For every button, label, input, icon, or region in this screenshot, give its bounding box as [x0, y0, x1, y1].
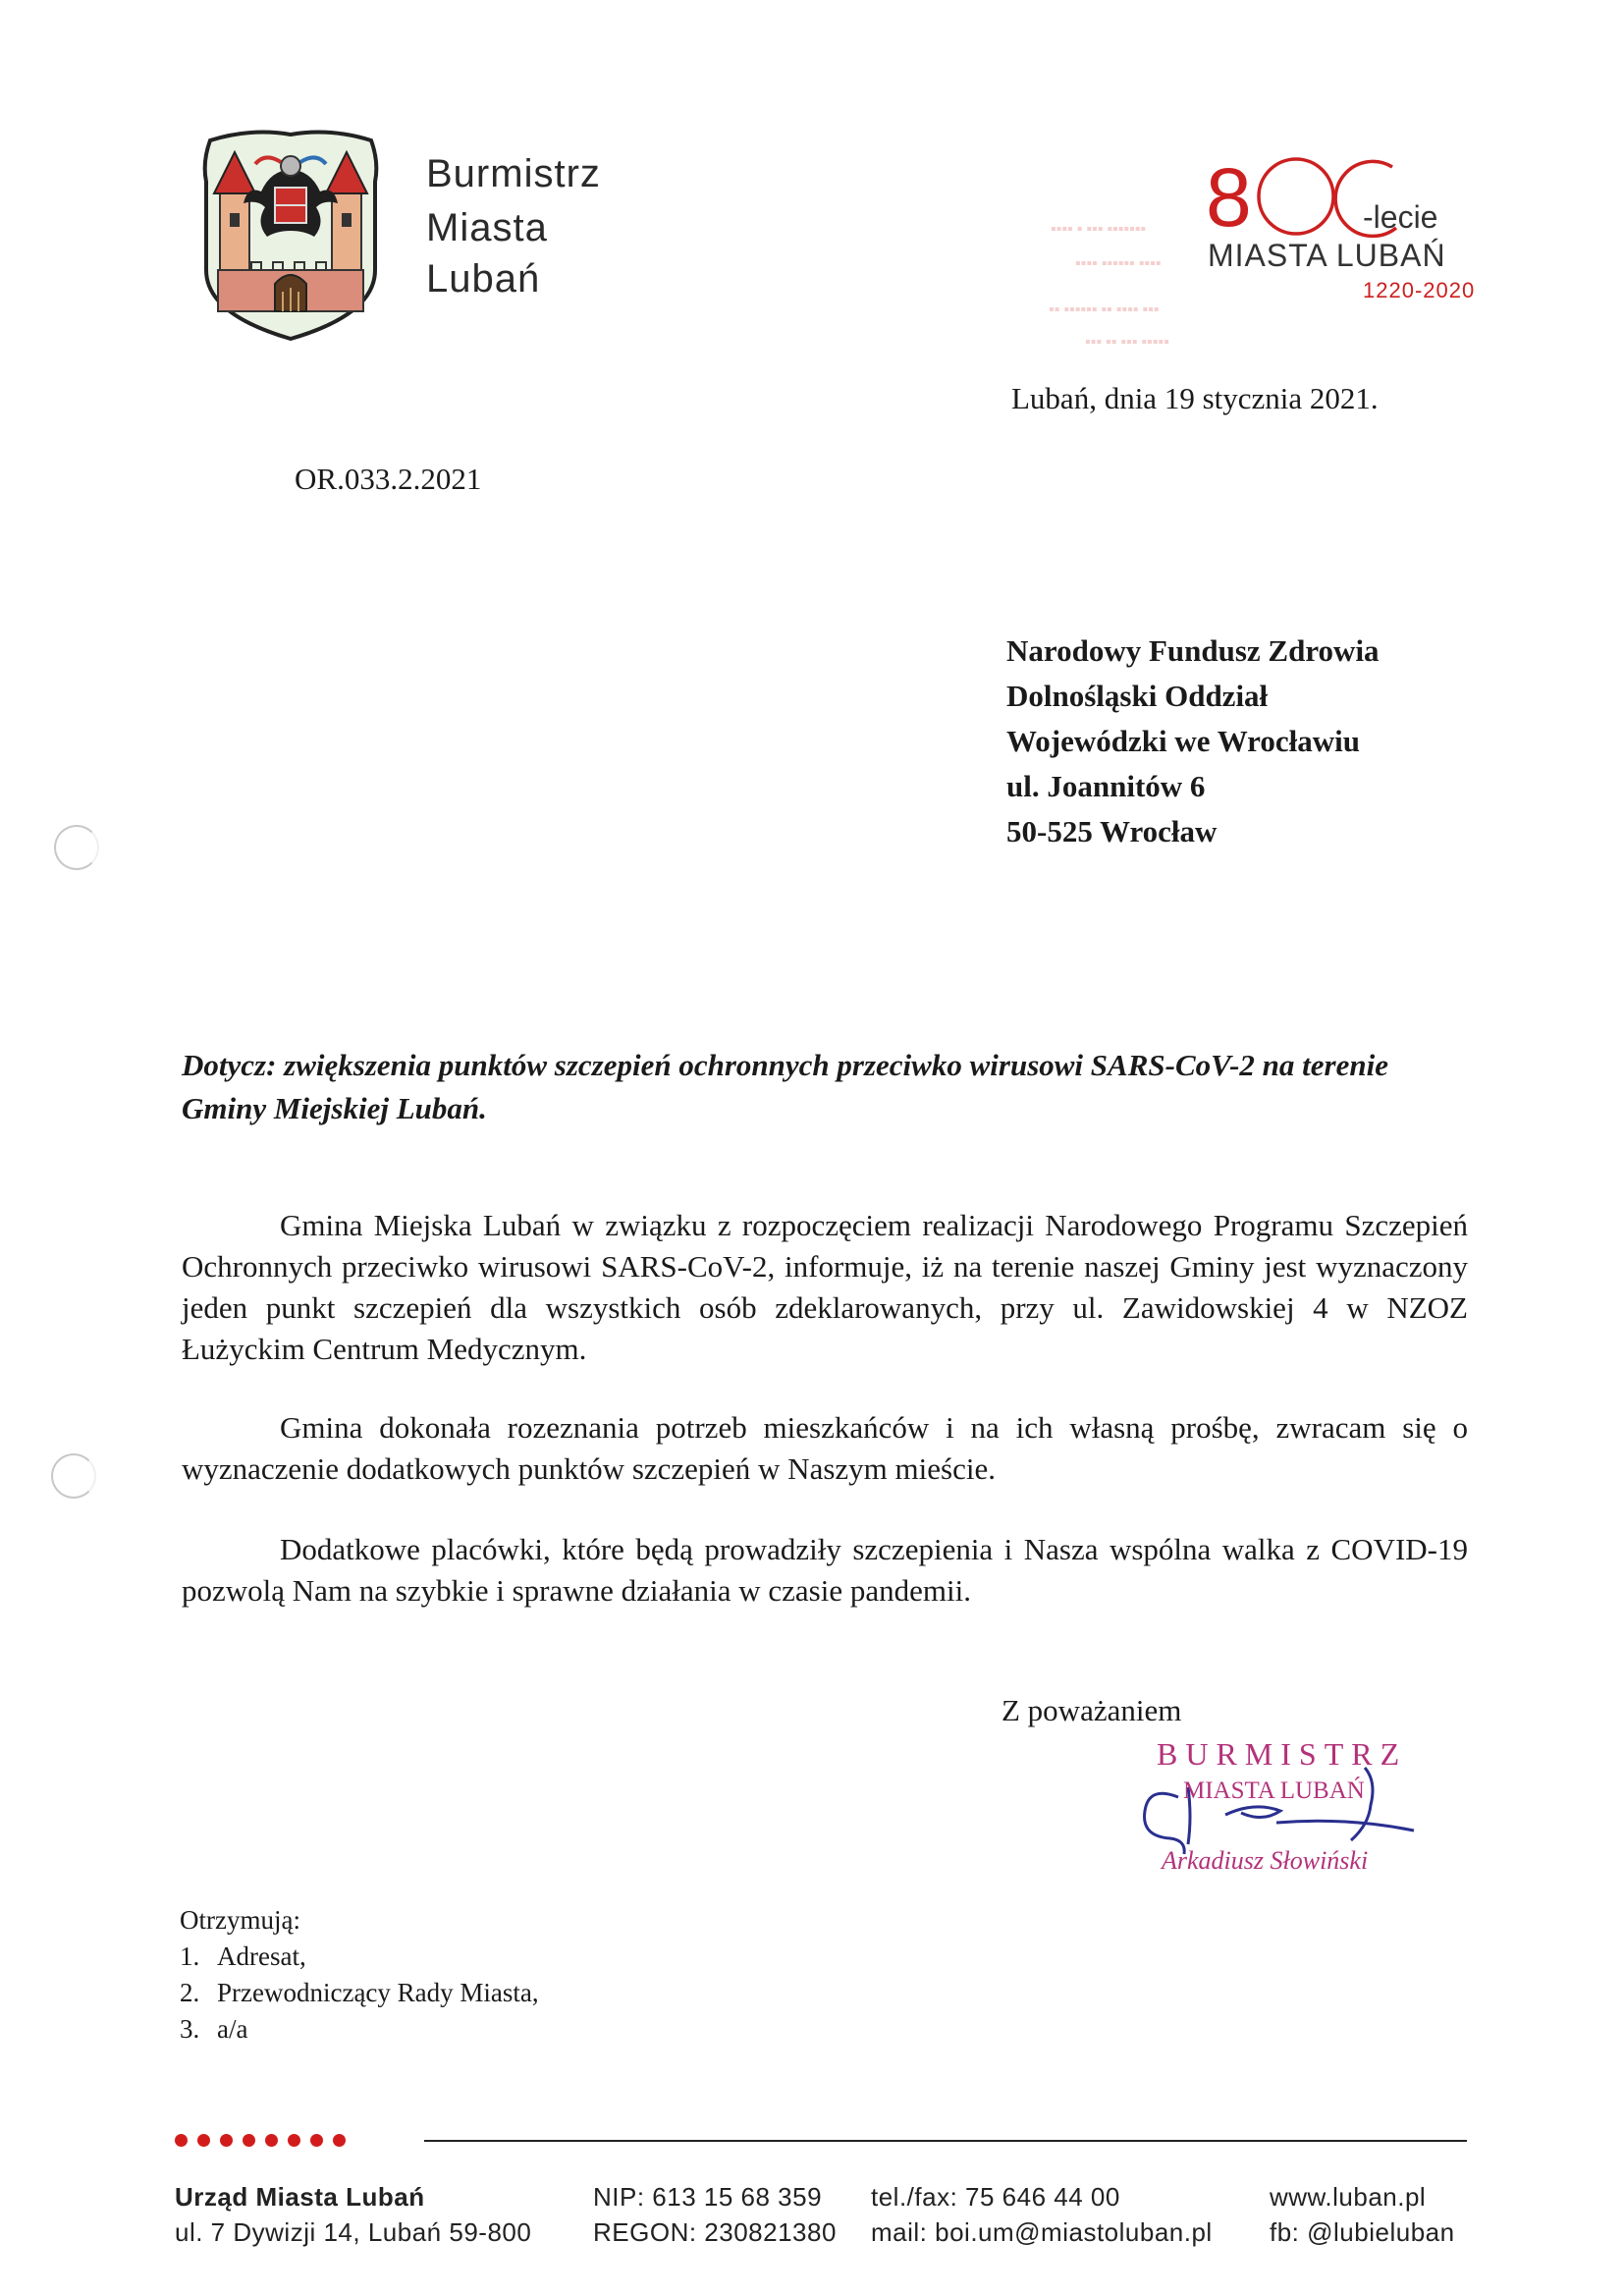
recipient-text: a/a [217, 2014, 248, 2044]
recipient-text: Adresat, [217, 1941, 306, 1971]
closing-salutation: Z poważaniem [1001, 1693, 1182, 1727]
addressee-line: Narodowy Fundusz Zdrowia [1006, 633, 1380, 668]
svg-text:▪▪▪▪ ▪ ▪▪▪ ▪▪▪▪▪▪▪: ▪▪▪▪ ▪ ▪▪▪ ▪▪▪▪▪▪▪ [1051, 221, 1147, 238]
svg-text:▪▪▪ ▪▪ ▪▪▪ ▪▪▪▪▪: ▪▪▪ ▪▪ ▪▪▪ ▪▪▪▪▪ [1085, 334, 1169, 351]
office-title-line1: Burmistrz [426, 152, 601, 195]
reference-number: OR.033.2.2021 [295, 462, 482, 496]
office-title-line2: Miasta [426, 206, 548, 249]
punch-hole-icon [54, 825, 99, 870]
footer-facebook: fb: @lubieluban [1270, 2217, 1455, 2247]
coat-of-arms-icon [192, 123, 389, 344]
recipient-number: 3. [180, 2014, 200, 2044]
dot-icon [265, 2134, 278, 2147]
jubilee-years: 1220-2020 [1363, 278, 1476, 302]
footer-dots-decoration [175, 2134, 346, 2147]
body-paragraph [182, 1205, 1468, 1370]
paragraph-text: Gmina Miejska Lubań w związku z rozpoczęciem realizacji Narodowego Programu Szczepień Ochronnych przeciwko wirusowi SARS-CoV-2, informuje, iż na terenie naszej Gminy jest wyznaczony jeden punkt szczepień dla wszystkich osób zdeklarowanych, przy ul. Zawidowskiej 4 w NZOZ Łużyckim Centrum Medycznym. [182, 1208, 1468, 1366]
footer-office-name: Urząd Miasta Lubań [175, 2182, 425, 2212]
jubilee-lecie: -lecie [1363, 199, 1438, 235]
addressee-line: Dolnośląski Oddział [1006, 679, 1269, 713]
paragraph-text: Gmina dokonała rozeznania potrzeb mieszkańców i na ich własną prośbę, zwracam się o wyznaczenie dodatkowych punktów szczepień w Naszym mieście. [182, 1410, 1468, 1486]
dot-icon [243, 2134, 255, 2147]
jubilee-city: MIASTA LUBAŃ [1208, 238, 1446, 273]
footer-address: ul. 7 Dywizji 14, Lubań 59-800 [175, 2217, 532, 2247]
punch-hole-icon [51, 1453, 96, 1499]
svg-text:▪▪ ▪▪▪▪▪▪ ▪▪ ▪▪▪▪ ▪▪▪: ▪▪ ▪▪▪▪▪▪ ▪▪ ▪▪▪▪ ▪▪▪ [1049, 301, 1160, 318]
paragraph-text: Dodatkowe placówki, które będą prowadziły szczepienia i Nasza wspólna walka z COVID-19 pozwolą Nam na szybkie i sprawne działania w czasie pandemii. [182, 1532, 1468, 1608]
dot-icon [333, 2134, 346, 2147]
svg-text:▪▪▪▪ ▪▪▪▪▪▪ ▪▪▪▪: ▪▪▪▪ ▪▪▪▪▪▪ ▪▪▪▪ [1075, 255, 1162, 272]
footer-phone: tel./fax: 75 646 44 00 [871, 2182, 1120, 2212]
footer-email: mail: boi.um@miastoluban.pl [871, 2217, 1213, 2247]
recipients-title: Otrzymują: [180, 1905, 300, 1935]
dot-icon [197, 2134, 210, 2147]
footer-website: www.luban.pl [1270, 2182, 1427, 2212]
letter-subject: Dotycz: zwiększenia punktów szczepień ochronnych przeciwko wirusowi SARS-CoV-2 na terenie Gminy Miejskiej Lubań. [182, 1048, 1388, 1125]
addressee-line: ul. Joannitów 6 [1006, 769, 1206, 803]
svg-text:8: 8 [1206, 151, 1252, 244]
office-title-line3: Lubań [426, 257, 541, 301]
addressee-line: 50-525 Wrocław [1006, 814, 1218, 848]
recipient-item [180, 2014, 247, 2045]
dot-icon [220, 2134, 233, 2147]
recipient-item [180, 1941, 306, 1972]
stamp-name: Arkadiusz Słowiński [1162, 1846, 1369, 1875]
footer-nip: NIP: 613 15 68 359 [593, 2182, 823, 2212]
dot-icon [310, 2134, 323, 2147]
stamp-city: MIASTA LUBAŃ [1183, 1777, 1365, 1804]
recipient-text: Przewodniczący Rady Miasta, [217, 1978, 539, 2007]
body-paragraph [182, 1407, 1468, 1490]
footer-rule [424, 2140, 1467, 2142]
footer-regon: REGON: 230821380 [593, 2217, 837, 2247]
recipient-number: 2. [180, 1978, 200, 2007]
letter-date: Lubań, dnia 19 stycznia 2021. [1011, 381, 1379, 415]
dot-icon [175, 2134, 188, 2147]
addressee-line: Wojewódzki we Wrocławiu [1006, 724, 1360, 758]
recipient-item [180, 1978, 539, 2008]
body-paragraph [182, 1529, 1468, 1612]
dot-icon [288, 2134, 300, 2147]
recipient-number: 1. [180, 1941, 200, 1971]
stamp-title: BURMISTRZ [1157, 1736, 1408, 1772]
